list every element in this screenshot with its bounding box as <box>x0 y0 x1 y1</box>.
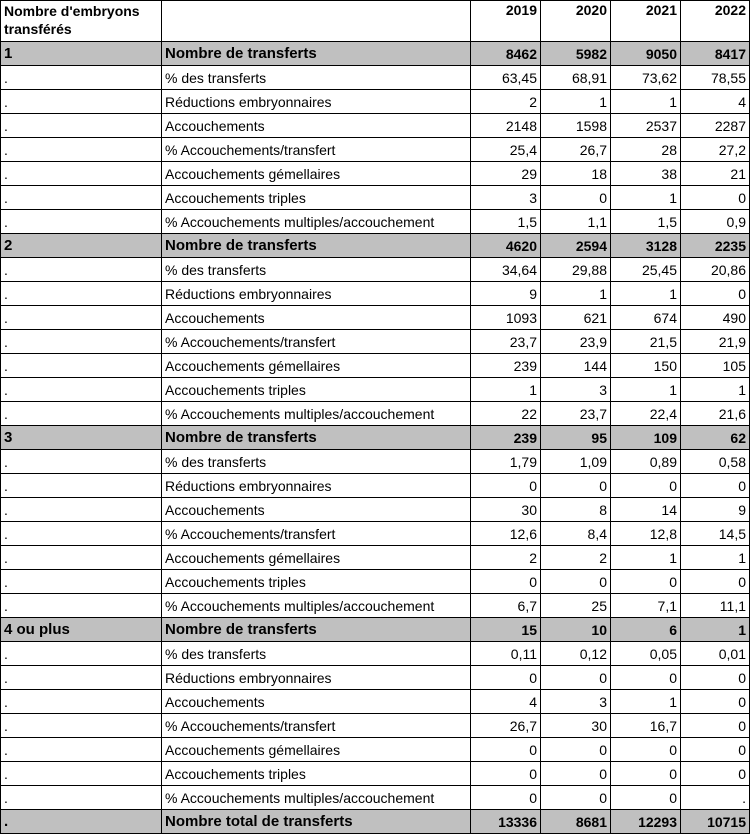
indicator-label: Accouchements triples <box>162 570 471 594</box>
value-cell: 1 <box>681 546 750 570</box>
value-cell: 12,6 <box>471 522 541 546</box>
embryo-count-cell: . <box>1 114 162 138</box>
value-cell: 30 <box>471 498 541 522</box>
table-row <box>1 162 750 186</box>
value-cell: 16,7 <box>611 714 681 738</box>
value-cell: 8 <box>541 498 611 522</box>
embryo-count-cell: . <box>1 282 162 306</box>
embryo-count-cell: . <box>1 546 162 570</box>
embryo-count-cell: . <box>1 690 162 714</box>
value-cell: 1 <box>471 378 541 402</box>
value-cell: 27,2 <box>681 138 750 162</box>
value-cell: 109 <box>611 426 681 450</box>
table-row <box>1 666 750 690</box>
value-cell: 105 <box>681 354 750 378</box>
table-row <box>1 138 750 162</box>
value-cell: 3 <box>471 186 541 210</box>
value-cell: 0 <box>541 474 611 498</box>
table-row <box>1 66 750 90</box>
header-indicator <box>162 1 471 42</box>
table-row <box>1 546 750 570</box>
header-embryo-count: Nombre d'embryons transférés <box>1 1 162 42</box>
value-cell: 1,5 <box>611 210 681 234</box>
value-cell: 13336 <box>471 810 541 834</box>
indicator-label: Accouchements <box>162 690 471 714</box>
embryo-count-cell: . <box>1 90 162 114</box>
value-cell: 9 <box>471 282 541 306</box>
table-row <box>1 714 750 738</box>
value-cell: 150 <box>611 354 681 378</box>
indicator-label: % Accouchements multiples/accouchement <box>162 594 471 618</box>
value-cell: 10715 <box>681 810 750 834</box>
embryo-count-cell: 2 <box>1 234 162 258</box>
value-cell: 0 <box>471 570 541 594</box>
value-cell: 8681 <box>541 810 611 834</box>
value-cell: 9050 <box>611 42 681 66</box>
embryo-count-cell: . <box>1 594 162 618</box>
embryo-count-cell: . <box>1 258 162 282</box>
indicator-label: Accouchements triples <box>162 378 471 402</box>
value-cell: 3 <box>541 690 611 714</box>
value-cell: 1 <box>541 282 611 306</box>
embryo-count-cell: . <box>1 162 162 186</box>
embryo-count-cell: . <box>1 762 162 786</box>
indicator-label: Réductions embryonnaires <box>162 282 471 306</box>
embryo-count-cell: . <box>1 402 162 426</box>
embryo-count-cell: . <box>1 66 162 90</box>
value-cell: 20,86 <box>681 258 750 282</box>
table-row <box>1 690 750 714</box>
value-cell: 14,5 <box>681 522 750 546</box>
value-cell: 0,01 <box>681 642 750 666</box>
value-cell: 21,6 <box>681 402 750 426</box>
embryo-count-cell: . <box>1 474 162 498</box>
header-row <box>1 1 750 42</box>
table-row-group-header <box>1 42 750 66</box>
value-cell: 0 <box>611 474 681 498</box>
value-cell: 0 <box>681 282 750 306</box>
value-cell: 0 <box>541 570 611 594</box>
value-cell: 0 <box>541 762 611 786</box>
table-row-group-header <box>1 234 750 258</box>
value-cell: 6,7 <box>471 594 541 618</box>
value-cell: 15 <box>471 618 541 642</box>
value-cell: 0 <box>611 570 681 594</box>
value-cell: 0 <box>681 570 750 594</box>
value-cell: 0,58 <box>681 450 750 474</box>
indicator-label: Accouchements gémellaires <box>162 162 471 186</box>
value-cell: 674 <box>611 306 681 330</box>
embryo-count-cell: . <box>1 522 162 546</box>
indicator-label: % Accouchements multiples/accouchement <box>162 402 471 426</box>
value-cell: 10 <box>541 618 611 642</box>
value-cell: 490 <box>681 306 750 330</box>
value-cell: 2594 <box>541 234 611 258</box>
indicator-label: % Accouchements/transfert <box>162 522 471 546</box>
value-cell: . <box>681 786 750 810</box>
value-cell: 1 <box>681 378 750 402</box>
value-cell: 23,7 <box>471 330 541 354</box>
value-cell: 22 <box>471 402 541 426</box>
value-cell: 0,89 <box>611 450 681 474</box>
value-cell: 1598 <box>541 114 611 138</box>
value-cell: 21 <box>681 162 750 186</box>
table-row <box>1 114 750 138</box>
indicator-label: Accouchements <box>162 306 471 330</box>
value-cell: 1,09 <box>541 450 611 474</box>
value-cell: 0,9 <box>681 210 750 234</box>
value-cell: 25,4 <box>471 138 541 162</box>
value-cell: 4 <box>681 90 750 114</box>
value-cell: 1,79 <box>471 450 541 474</box>
indicator-label: Réductions embryonnaires <box>162 474 471 498</box>
embryo-count-cell: 3 <box>1 426 162 450</box>
indicator-label: % Accouchements multiples/accouchement <box>162 210 471 234</box>
embryo-count-cell: . <box>1 330 162 354</box>
embryo-count-cell: . <box>1 738 162 762</box>
value-cell: 34,64 <box>471 258 541 282</box>
value-cell: 0 <box>681 666 750 690</box>
table-row <box>1 282 750 306</box>
embryo-count-cell: 1 <box>1 42 162 66</box>
indicator-label: Accouchements triples <box>162 762 471 786</box>
indicator-label: % Accouchements/transfert <box>162 714 471 738</box>
embryo-count-cell: . <box>1 786 162 810</box>
table-row <box>1 786 750 810</box>
value-cell: 2 <box>471 546 541 570</box>
header-year-2019: 2019 <box>471 1 541 42</box>
value-cell: 4 <box>471 690 541 714</box>
table-row <box>1 402 750 426</box>
indicator-label: Accouchements gémellaires <box>162 546 471 570</box>
table-row <box>1 378 750 402</box>
embryo-count-cell: . <box>1 354 162 378</box>
indicator-label: Réductions embryonnaires <box>162 90 471 114</box>
value-cell: 239 <box>471 354 541 378</box>
value-cell: 23,9 <box>541 330 611 354</box>
value-cell: 0 <box>681 186 750 210</box>
indicator-label: % des transferts <box>162 642 471 666</box>
value-cell: 12,8 <box>611 522 681 546</box>
value-cell: 0,12 <box>541 642 611 666</box>
value-cell: 0 <box>471 666 541 690</box>
value-cell: 21,5 <box>611 330 681 354</box>
embryo-count-cell: . <box>1 666 162 690</box>
value-cell: 0 <box>611 666 681 690</box>
value-cell: 25,45 <box>611 258 681 282</box>
value-cell: 0 <box>541 786 611 810</box>
embryo-count-cell: . <box>1 186 162 210</box>
table-row <box>1 570 750 594</box>
table-row <box>1 258 750 282</box>
table-row <box>1 450 750 474</box>
value-cell: 4620 <box>471 234 541 258</box>
value-cell: 0 <box>611 738 681 762</box>
value-cell: 0 <box>681 714 750 738</box>
table-row-group-header <box>1 810 750 834</box>
indicator-label: Nombre total de transferts <box>162 810 471 834</box>
value-cell: 1 <box>611 186 681 210</box>
value-cell: 1 <box>611 378 681 402</box>
value-cell: 144 <box>541 354 611 378</box>
value-cell: 2287 <box>681 114 750 138</box>
embryo-count-cell: . <box>1 642 162 666</box>
value-cell: 0 <box>611 762 681 786</box>
value-cell: 6 <box>611 618 681 642</box>
value-cell: 38 <box>611 162 681 186</box>
value-cell: 0 <box>681 690 750 714</box>
table-row <box>1 186 750 210</box>
value-cell: 18 <box>541 162 611 186</box>
indicator-label: Réductions embryonnaires <box>162 666 471 690</box>
indicator-label: % Accouchements/transfert <box>162 330 471 354</box>
value-cell: 1 <box>611 690 681 714</box>
value-cell: 0,11 <box>471 642 541 666</box>
table-row-group-header <box>1 426 750 450</box>
value-cell: 2 <box>541 546 611 570</box>
value-cell: 26,7 <box>541 138 611 162</box>
value-cell: 0 <box>611 786 681 810</box>
value-cell: 0 <box>541 666 611 690</box>
embryo-count-cell: . <box>1 810 162 834</box>
indicator-label: Accouchements <box>162 114 471 138</box>
value-cell: 621 <box>541 306 611 330</box>
embryo-count-cell: . <box>1 210 162 234</box>
table-row <box>1 498 750 522</box>
value-cell: 7,1 <box>611 594 681 618</box>
value-cell: 12293 <box>611 810 681 834</box>
value-cell: 1 <box>681 618 750 642</box>
value-cell: 1 <box>541 90 611 114</box>
value-cell: 239 <box>471 426 541 450</box>
embryo-count-cell: . <box>1 450 162 474</box>
embryo-count-cell: . <box>1 138 162 162</box>
value-cell: 0 <box>681 474 750 498</box>
value-cell: 0 <box>471 762 541 786</box>
table-row <box>1 594 750 618</box>
table-row <box>1 474 750 498</box>
value-cell: 9 <box>681 498 750 522</box>
embryo-count-cell: . <box>1 306 162 330</box>
embryo-count-cell: . <box>1 498 162 522</box>
value-cell: 26,7 <box>471 714 541 738</box>
value-cell: 1 <box>611 282 681 306</box>
value-cell: 95 <box>541 426 611 450</box>
value-cell: 78,55 <box>681 66 750 90</box>
value-cell: 62 <box>681 426 750 450</box>
table-row <box>1 330 750 354</box>
indicator-label: Accouchements gémellaires <box>162 354 471 378</box>
indicator-label: % des transferts <box>162 66 471 90</box>
value-cell: 0 <box>681 738 750 762</box>
indicator-label: Nombre de transferts <box>162 618 471 642</box>
value-cell: 25 <box>541 594 611 618</box>
value-cell: 1 <box>611 546 681 570</box>
indicator-label: % Accouchements/transfert <box>162 138 471 162</box>
value-cell: 8,4 <box>541 522 611 546</box>
value-cell: 28 <box>611 138 681 162</box>
value-cell: 63,45 <box>471 66 541 90</box>
value-cell: 8462 <box>471 42 541 66</box>
table-row <box>1 354 750 378</box>
value-cell: 5982 <box>541 42 611 66</box>
value-cell: 68,91 <box>541 66 611 90</box>
table-row-group-header <box>1 618 750 642</box>
embryo-count-cell: . <box>1 378 162 402</box>
value-cell: 0,05 <box>611 642 681 666</box>
header-year-2021: 2021 <box>611 1 681 42</box>
value-cell: 23,7 <box>541 402 611 426</box>
embryo-count-cell: 4 ou plus <box>1 618 162 642</box>
value-cell: 0 <box>541 738 611 762</box>
indicator-label: Nombre de transferts <box>162 234 471 258</box>
indicator-label: % Accouchements multiples/accouchement <box>162 786 471 810</box>
value-cell: 2235 <box>681 234 750 258</box>
value-cell: 2148 <box>471 114 541 138</box>
value-cell: 11,1 <box>681 594 750 618</box>
value-cell: 0 <box>471 474 541 498</box>
value-cell: 29,88 <box>541 258 611 282</box>
table-row <box>1 90 750 114</box>
indicator-label: % des transferts <box>162 258 471 282</box>
value-cell: 2 <box>471 90 541 114</box>
value-cell: 3128 <box>611 234 681 258</box>
value-cell: 21,9 <box>681 330 750 354</box>
table-row <box>1 306 750 330</box>
table-row <box>1 762 750 786</box>
value-cell: 0 <box>681 762 750 786</box>
table-row <box>1 522 750 546</box>
value-cell: 1 <box>611 90 681 114</box>
indicator-label: Nombre de transferts <box>162 426 471 450</box>
value-cell: 1,1 <box>541 210 611 234</box>
value-cell: 1093 <box>471 306 541 330</box>
indicator-label: Accouchements gémellaires <box>162 738 471 762</box>
value-cell: 2537 <box>611 114 681 138</box>
header-year-2020: 2020 <box>541 1 611 42</box>
value-cell: 3 <box>541 378 611 402</box>
value-cell: 29 <box>471 162 541 186</box>
indicator-label: % des transferts <box>162 450 471 474</box>
embryo-count-cell: . <box>1 570 162 594</box>
table-row <box>1 642 750 666</box>
value-cell: 22,4 <box>611 402 681 426</box>
value-cell: 0 <box>471 738 541 762</box>
value-cell: 8417 <box>681 42 750 66</box>
value-cell: 0 <box>471 786 541 810</box>
table-row <box>1 210 750 234</box>
value-cell: 30 <box>541 714 611 738</box>
embryo-count-cell: . <box>1 714 162 738</box>
value-cell: 1,5 <box>471 210 541 234</box>
value-cell: 14 <box>611 498 681 522</box>
value-cell: 0 <box>541 186 611 210</box>
table-row <box>1 738 750 762</box>
indicator-label: Accouchements triples <box>162 186 471 210</box>
header-year-2022: 2022 <box>681 1 750 42</box>
indicator-label: Accouchements <box>162 498 471 522</box>
value-cell: 73,62 <box>611 66 681 90</box>
indicator-label: Nombre de transferts <box>162 42 471 66</box>
